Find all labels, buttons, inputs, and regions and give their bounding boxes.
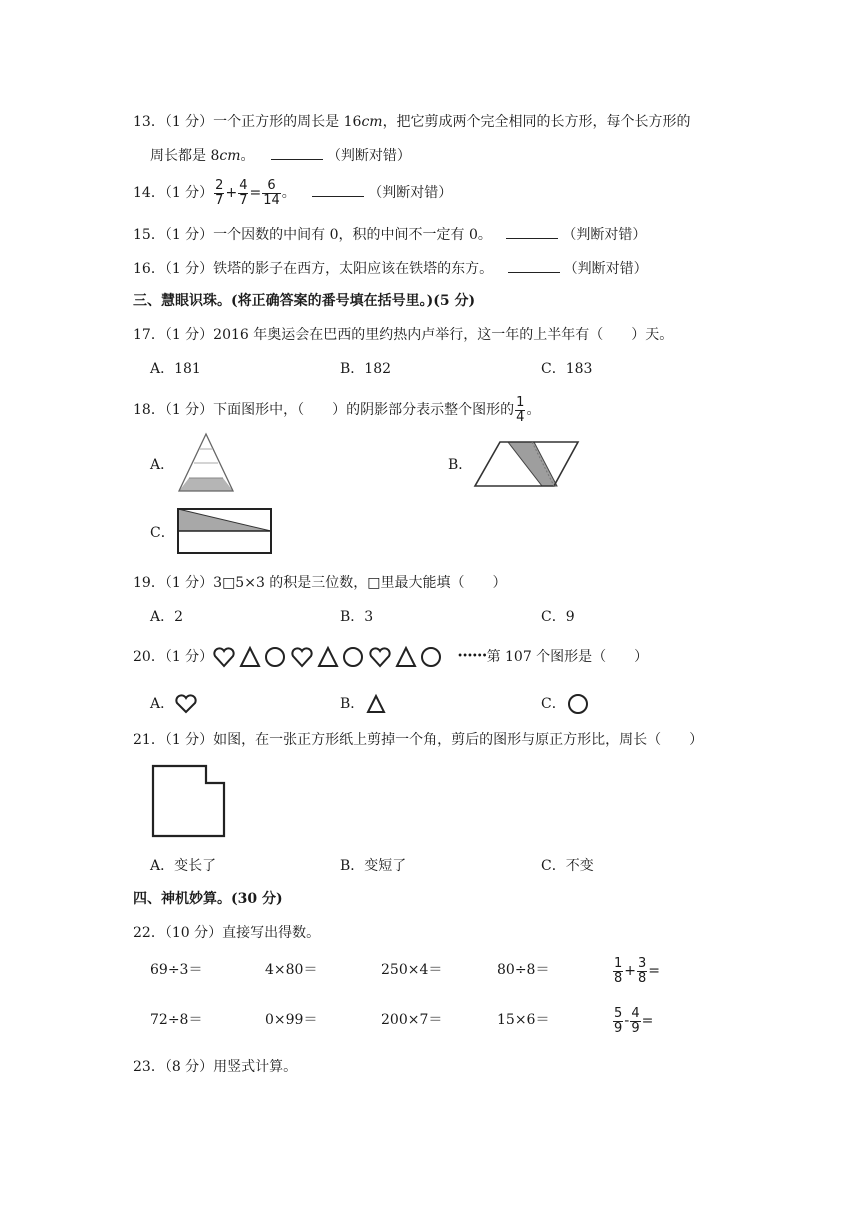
triangle-icon bbox=[364, 693, 388, 715]
triangle-icon bbox=[241, 648, 259, 666]
shape-sequence bbox=[213, 645, 457, 669]
parallelogram-figure[interactable] bbox=[470, 438, 582, 490]
q14-line: 14．（1 分） $\frac{2}{7}$ + $\frac{4}{7}$ = $\frac{6}{14}$ 。 （判断对错） bbox=[133, 177, 453, 208]
option-b[interactable]: B．变短了 bbox=[340, 858, 407, 874]
q20-line: 20．（1 分） ••••••第 107 个图形是（ ） bbox=[133, 645, 648, 669]
fraction: $\frac{2}{7}$ bbox=[215, 177, 224, 208]
answer-blank[interactable] bbox=[271, 145, 323, 160]
heart-icon bbox=[215, 648, 234, 666]
answer-blank[interactable] bbox=[506, 224, 558, 239]
q17-text: 17．（1 分）2016 年奥运会在巴西的里约热内卢举行，这一年的上半年有（ ）天。 bbox=[133, 327, 674, 343]
circle-icon bbox=[266, 648, 284, 666]
heart-icon bbox=[293, 648, 312, 666]
cut-square-figure bbox=[150, 763, 230, 839]
calc-item: 4×80＝ bbox=[265, 962, 318, 978]
calc-item: 0×99＝ bbox=[265, 1012, 318, 1028]
calc-fraction-item: $\frac{1}{8}$ + $\frac{3}{8}$ = bbox=[614, 955, 661, 986]
option-c[interactable]: C．不变 bbox=[541, 858, 594, 874]
section-4-heading: 四、神机妙算。(30 分) bbox=[133, 891, 283, 907]
q13-line1: 13．（1 分）一个正方形的周长是 16cm，把它剪成两个完全相同的长方形，每个长方形的 bbox=[133, 114, 691, 130]
fraction: $\frac{1}{4}$ bbox=[516, 394, 525, 425]
option-c[interactable]: C． bbox=[541, 692, 590, 716]
q15-line: 15．（1 分）一个因数的中间有 0，积的中间不一定有 0。 （判断对错） bbox=[133, 224, 646, 245]
fraction: $\frac{6}{14}$ bbox=[263, 177, 280, 208]
heart-icon bbox=[371, 648, 390, 666]
calc-item: 69÷3＝ bbox=[150, 962, 203, 978]
calc-item: 200×7＝ bbox=[381, 1012, 443, 1028]
rectangle-figure[interactable] bbox=[175, 506, 275, 556]
option-a[interactable]: A．变长了 bbox=[150, 858, 217, 874]
q19-text: 19．（1 分）3□5×3 的积是三位数，□里最大能填（ ） bbox=[133, 575, 507, 591]
q23-text: 23．（8 分）用竖式计算。 bbox=[133, 1059, 298, 1075]
circle-icon bbox=[566, 693, 590, 715]
answer-blank[interactable] bbox=[312, 182, 364, 197]
triangle-icon bbox=[319, 648, 337, 666]
calc-item: 15×6＝ bbox=[497, 1012, 550, 1028]
answer-blank[interactable] bbox=[508, 258, 560, 273]
section-3-heading: 三、慧眼识珠。(将正确答案的番号填在括号里。)(5 分) bbox=[133, 293, 476, 309]
option-a[interactable]: A． bbox=[150, 692, 198, 716]
option-b[interactable]: B．3 bbox=[340, 609, 374, 625]
circle-icon bbox=[344, 648, 362, 666]
calc-item: 80÷8＝ bbox=[497, 962, 550, 978]
triangle-icon bbox=[397, 648, 415, 666]
q13-line2: 周长都是 8cm。 （判断对错） bbox=[150, 145, 411, 166]
fraction: $\frac{4}{7}$ bbox=[239, 177, 248, 208]
triangle-figure[interactable] bbox=[175, 432, 237, 494]
calc-item: 250×4＝ bbox=[381, 962, 443, 978]
circle-icon bbox=[422, 648, 440, 666]
option-c[interactable]: C．9 bbox=[541, 609, 575, 625]
q22-text: 22．（10 分）直接写出得数。 bbox=[133, 925, 321, 941]
calc-item: 72÷8＝ bbox=[150, 1012, 203, 1028]
q16-line: 16．（1 分）铁塔的影子在西方，太阳应该在铁塔的东方。 （判断对错） bbox=[133, 258, 648, 279]
option-c-label[interactable]: C． bbox=[150, 525, 175, 541]
heart-icon bbox=[174, 693, 198, 715]
calc-fraction-item: $\frac{5}{9}$ - $\frac{4}{9}$ = bbox=[614, 1005, 654, 1036]
option-c[interactable]: C．183 bbox=[541, 361, 593, 377]
option-b-label[interactable]: B． bbox=[448, 457, 473, 473]
q21-text: 21．（1 分）如图，在一张正方形纸上剪掉一个角，剪后的图形与原正方形比，周长（ ） bbox=[133, 732, 704, 748]
option-a-label[interactable]: A． bbox=[150, 457, 175, 473]
q18-text: 18．（1 分）下面图形中，（ ）的阴影部分表示整个图形的 $\frac{1}{4}$ 。 bbox=[133, 394, 541, 425]
option-b[interactable]: B．182 bbox=[340, 361, 392, 377]
option-a[interactable]: A．2 bbox=[150, 609, 184, 625]
option-b[interactable]: B． bbox=[340, 692, 388, 716]
option-a[interactable]: A．181 bbox=[150, 361, 201, 377]
